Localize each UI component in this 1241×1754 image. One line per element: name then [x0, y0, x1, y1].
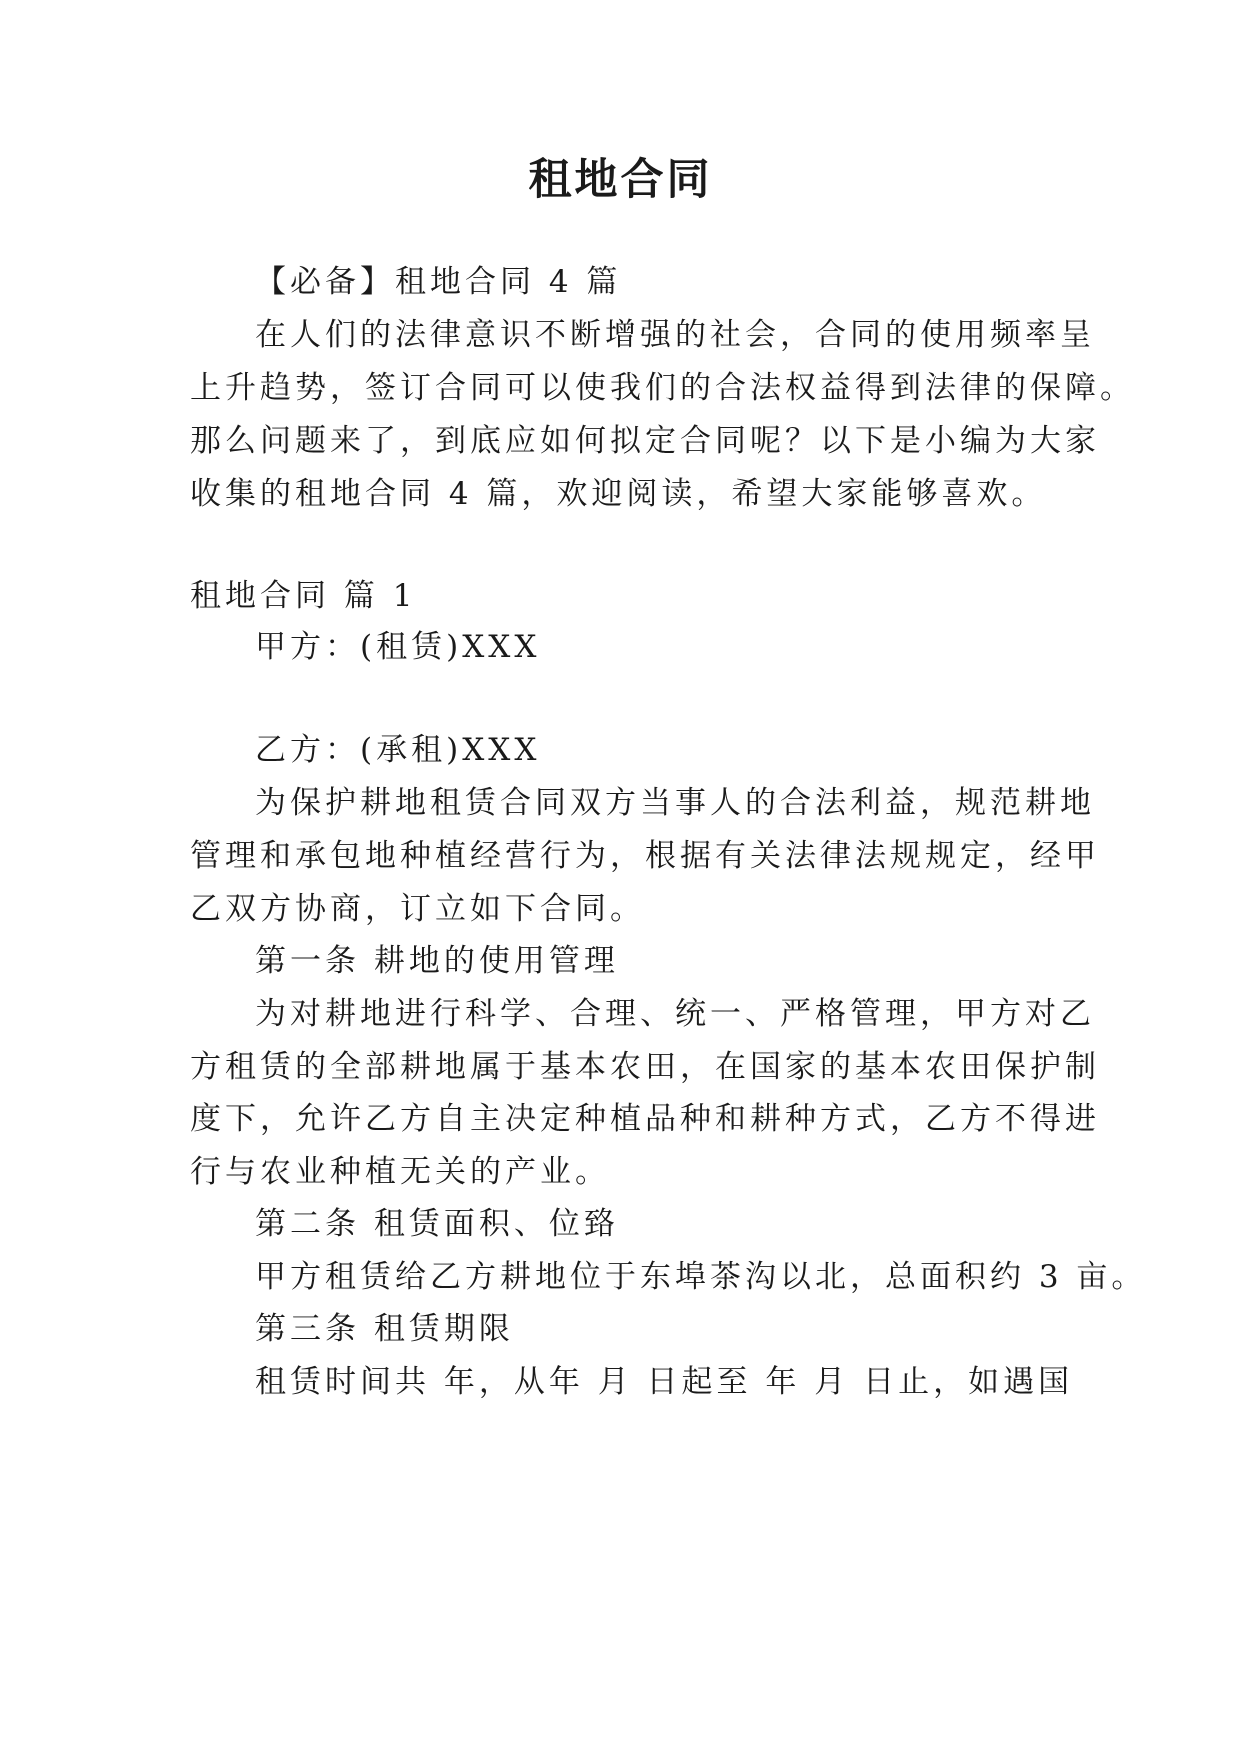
- document-title: 租地合同: [528, 155, 713, 205]
- preamble-line: 为保护耕地租赁合同双方当事人的合法利益，规范耕地: [255, 785, 1095, 821]
- article-body-line: 租赁时间共 年，从年 月 日起至 年 月 日止，如遇国: [255, 1364, 1074, 1400]
- intro-paragraph-line: 上升趋势，签订合同可以使我们的合法权益得到法律的保障。: [190, 370, 1135, 406]
- article-body-line: 甲方租赁给乙方耕地位于东埠茶沟以北，总面积约 3 亩。: [255, 1259, 1147, 1295]
- article-heading: 第二条 租赁面积、位臵: [255, 1206, 619, 1242]
- section-heading: 租地合同 篇 1: [190, 578, 417, 614]
- article-body-line: 行与农业种植无关的产业。: [190, 1154, 610, 1190]
- article-body-line: 度下，允许乙方自主决定种植品种和耕种方式，乙方不得进: [190, 1101, 1100, 1137]
- party-b-line: 乙方：(承租)XXX: [255, 732, 541, 768]
- article-body-line: 为对耕地进行科学、合理、统一、严格管理，甲方对乙: [255, 996, 1095, 1032]
- article-body-line: 方租赁的全部耕地属于基本农田，在国家的基本农田保护制: [190, 1049, 1100, 1085]
- preamble-line: 乙双方协商，订立如下合同。: [190, 891, 645, 927]
- intro-paragraph-line: 那么问题来了，到底应如何拟定合同呢？以下是小编为大家: [190, 423, 1100, 459]
- article-heading: 第三条 租赁期限: [255, 1311, 514, 1347]
- intro-heading: 【必备】租地合同 4 篇: [255, 264, 622, 300]
- intro-paragraph-line: 收集的租地合同 4 篇，欢迎阅读，希望大家能够喜欢。: [190, 476, 1047, 512]
- article-heading: 第一条 耕地的使用管理: [255, 943, 619, 979]
- intro-paragraph-line: 在人们的法律意识不断增强的社会，合同的使用频率呈: [255, 317, 1095, 353]
- preamble-line: 管理和承包地种植经营行为，根据有关法律法规规定，经甲: [190, 838, 1100, 874]
- party-a-line: 甲方：(租赁)XXX: [255, 629, 541, 665]
